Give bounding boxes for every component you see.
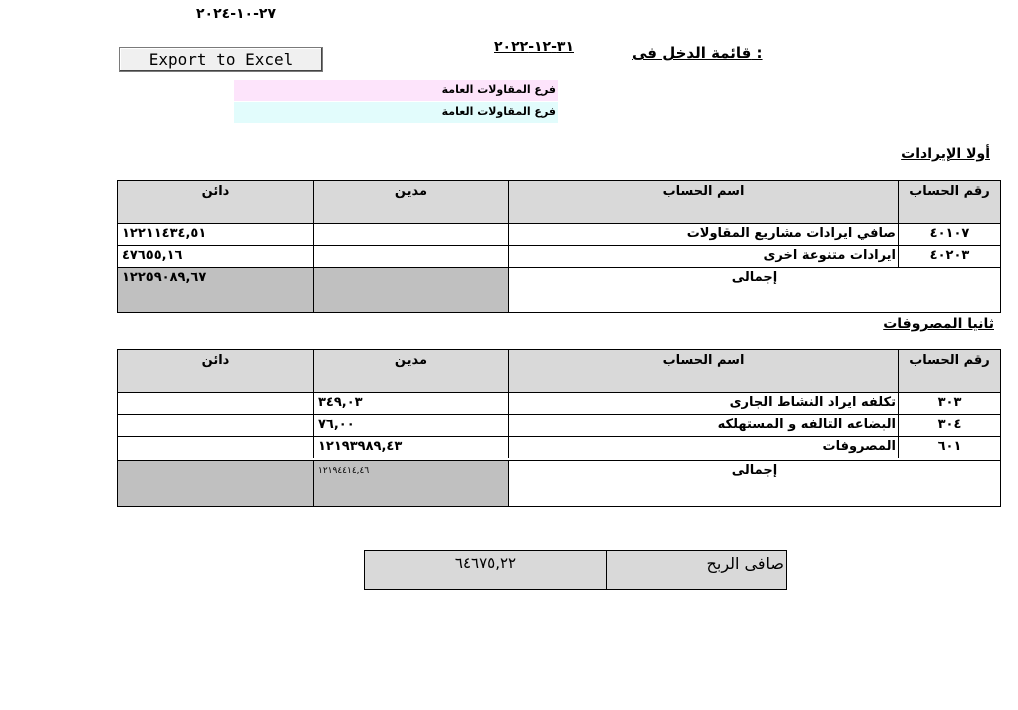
report-date: ٣١-١٢-٢٠٢٢ <box>494 39 574 55</box>
expense-account-no: ٣٠٣ <box>899 392 1000 414</box>
revenue-debit <box>314 245 509 267</box>
net-profit-box <box>364 550 787 590</box>
header-account-no: رقم الحساب <box>899 350 1000 392</box>
expense-account-no: ٦٠١ <box>899 436 1000 458</box>
revenue-credit: ١٢٢١١٤٣٤,٥١ <box>118 223 314 245</box>
net-profit-value: ٦٤٦٧٥,٢٢ <box>365 551 607 589</box>
expense-account-name: البضاعه التالفه و المستهلكه <box>509 414 899 436</box>
revenue-account-no: ٤٠٢٠٣ <box>899 245 1000 267</box>
expense-credit <box>118 392 314 414</box>
report-title: قائمة الدخل فى : <box>632 44 763 62</box>
expense-total-credit <box>118 460 314 506</box>
export-to-excel-button[interactable]: Export to Excel <box>119 47 323 72</box>
revenue-account-no: ٤٠١٠٧ <box>899 223 1000 245</box>
expense-total-label: إجمالى <box>509 460 1000 506</box>
revenue-account-name: ايرادات متنوعة اخرى <box>509 245 899 267</box>
revenue-total-credit: ١٢٢٥٩٠٨٩,٦٧ <box>118 267 314 312</box>
expenses-table <box>117 349 1001 507</box>
revenues-table <box>117 180 1001 313</box>
expense-account-no: ٣٠٤ <box>899 414 1000 436</box>
expense-debit: ٧٦,٠٠ <box>314 414 509 436</box>
revenue-credit: ٤٧٦٥٥,١٦ <box>118 245 314 267</box>
revenue-total-debit <box>314 267 509 312</box>
expense-total-debit: ١٢١٩٤٤١٤,٤٦ <box>314 460 509 506</box>
expense-account-name: المصروفات <box>509 436 899 458</box>
net-profit-label: صافى الربح <box>706 554 784 573</box>
expense-debit: ٣٤٩,٠٣ <box>314 392 509 414</box>
header-debit: مدين <box>314 181 509 223</box>
print-date: ٢٧-١٠-٢٠٢٤ <box>196 6 276 22</box>
expense-credit <box>118 436 314 458</box>
header-account-name: اسم الحساب <box>509 350 899 392</box>
revenues-section-title: أولا الإيرادات <box>901 146 990 162</box>
header-account-no: رقم الحساب <box>899 181 1000 223</box>
expense-account-name: تكلفه ايراد النشاط الجارى <box>509 392 899 414</box>
header-account-name: اسم الحساب <box>509 181 899 223</box>
header-credit: دائن <box>118 350 314 392</box>
expense-debit: ١٢١٩٣٩٨٩,٤٣ <box>314 436 509 458</box>
revenue-debit <box>314 223 509 245</box>
header-debit: مدين <box>314 350 509 392</box>
expense-credit <box>118 414 314 436</box>
branch-name: فرع المقاولات العامة <box>234 80 558 101</box>
revenue-account-name: صافي ايرادات مشاريع المقاولات <box>509 223 899 245</box>
revenue-total-label: إجمالى <box>509 267 1000 312</box>
expenses-section-title: ثانيا المصروفات <box>883 316 994 332</box>
branch-name: فرع المقاولات العامة <box>234 102 558 123</box>
header-credit: دائن <box>118 181 314 223</box>
